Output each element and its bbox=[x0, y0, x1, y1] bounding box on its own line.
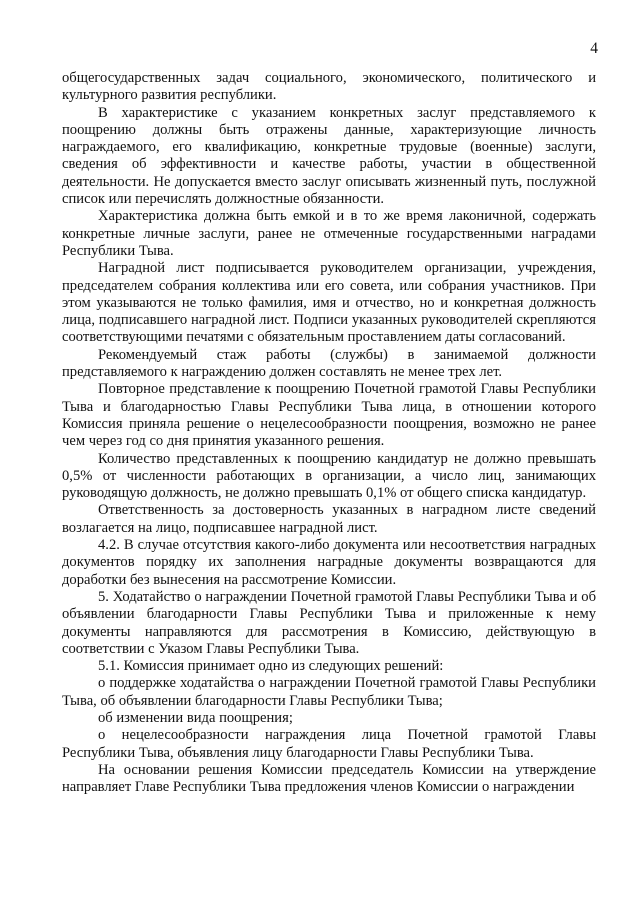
paragraph-responsibility: Ответственность за достоверность указанных в наградном листе сведений возлагается на лицо, подписавшее наградной лист. bbox=[62, 502, 596, 536]
page-number: 4 bbox=[590, 40, 598, 57]
paragraph-characteristic-requirements: В характеристике с указанием конкретных заслуг представляемого к поощрению должны быть отражены данные, характеризующие личность награждаемого, его квалификацию, конкретные трудовые (военные) заслуги, сведения об эффективности и качестве работы, участии в общественной деятельности. Не допускается вместо заслуг описывать жизненный путь, послужной список или перечислять должностные обязанности. bbox=[62, 104, 596, 208]
paragraph-clause-4-2: 4.2. В случае отсутствия какого-либо документа или несоответствия наградных документов порядку их заполнения наградные документы возвращаются для доработки без вынесения на рассмотрение Комиссии. bbox=[62, 537, 596, 588]
paragraph-work-experience: Рекомендуемый стаж работы (службы) в занимаемой должности представляемого к награждению должен составлять не менее трех лет. bbox=[62, 346, 596, 381]
paragraph-decision-inexpedient: о нецелесообразности награждения лица Почетной грамотой Главы Республики Тыва, объявления лицу благодарности Главы Республики Тыва. bbox=[62, 727, 596, 761]
paragraph-clause-5-1: 5.1. Комиссия принимает одно из следующих решений: bbox=[98, 658, 444, 675]
document-body bbox=[62, 70, 596, 796]
paragraph-continuation: общегосударственных задач социального, экономического, политического и культурного развития республики. bbox=[62, 70, 596, 104]
paragraph-decision-support: о поддержке ходатайства о награждении Почетной грамотой Главы Республики Тыва, об объявлении благодарности Главы Республики Тыва; bbox=[62, 675, 596, 709]
paragraph-characteristic-brevity: Характеристика должна быть емкой и в то же время лаконичной, содержать конкретные личные заслуги, ранее не отмеченные государственными наградами Республики Тыва. bbox=[62, 208, 596, 259]
paragraph-decision-change: об изменении вида поощрения; bbox=[98, 709, 293, 726]
paragraph-clause-5: 5. Ходатайство о награждении Почетной грамотой Главы Республики Тыва и об объявлении благодарности Главы Республики Тыва и приложенные к нему документы направляются для рассмотрения в Комиссию, действующую в соответствии с Указом Главы Республики Тыва. bbox=[62, 588, 596, 657]
paragraph-commission-proposal: На основании решения Комиссии председатель Комиссии на утверждение направляет Главе Республики Тыва предложения членов Комиссии о награждении bbox=[62, 761, 596, 796]
paragraph-award-sheet-signing: Наградной лист подписывается руководителем организации, учреждения, председателем собрания коллектива или его совета, или собрания участников. При этом указываются не только фамилия, имя и отчество, но и конкретная должность лица, подписавшего наградной лист. Подписи указанных руководителей скрепляются соответствующими печатями с обязательным проставлением даты согласований. bbox=[62, 260, 596, 346]
paragraph-candidate-quota: Количество представленных к поощрению кандидатур не должно превышать 0,5% от численности работающих в организации, а число лиц, занимающих руководящую должность, не должно превышать 0,1% от общего списка кандидатур. bbox=[62, 450, 596, 502]
paragraph-repeated-submission: Повторное представление к поощрению Почетной грамотой Главы Республики Тыва и благодарностью Главы Республики Тыва лица, в отношении которого Комиссия приняла решение о нецелесообразности поощрения, возможно не ранее чем через год со дня принятия указанного решения. bbox=[62, 381, 596, 450]
